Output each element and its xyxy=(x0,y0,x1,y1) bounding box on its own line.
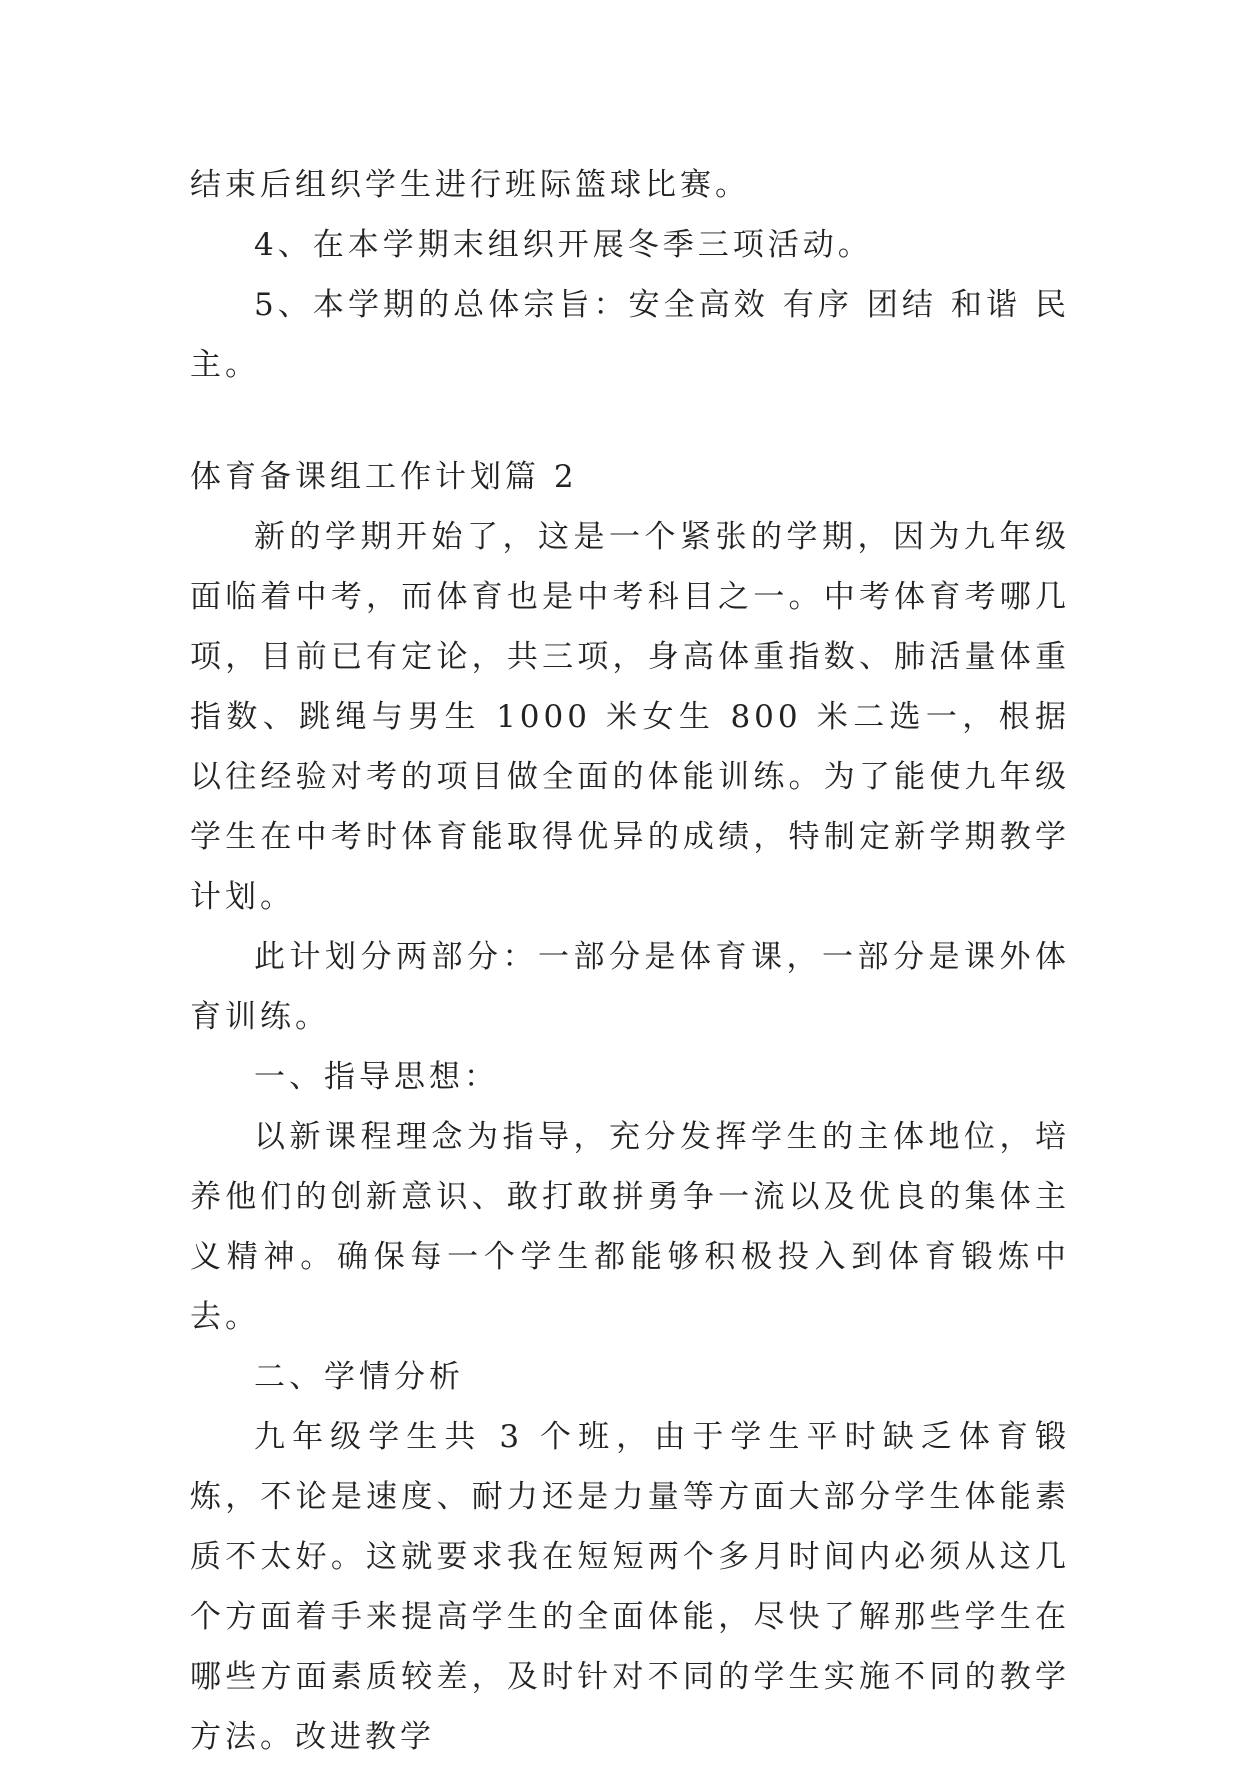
list-item-4: 4、在本学期末组织开展冬季三项活动。 xyxy=(254,227,873,263)
heading-guiding-ideology: 一、指导思想： xyxy=(254,1059,499,1095)
paragraph-intro: 新的学期开始了，这是一个紧张的学期，因为九年级面临着中考，而体育也是中考科目之一。中考体育考哪几项，目前已有定论，共三项，身高体重指数、肺活量体重指数、跳绳与男生 1000 米女生 800 米二选一，根据以往经验对考的项目做全面的体能训练。为了能使九年级学生在中考时体育能取得优异的成绩，特制定新学期教学计划。 xyxy=(190,519,1070,915)
list-item-5: 5、本学期的总体宗旨：安全高效 有序 团结 和谐 民主。 xyxy=(190,287,1070,383)
continued-paragraph: 结束后组织学生进行班际篮球比赛。 xyxy=(190,167,750,203)
heading-student-analysis: 二、学情分析 xyxy=(254,1359,464,1395)
document-body xyxy=(190,155,1070,1767)
paragraph-student-analysis: 九年级学生共 3 个班，由于学生平时缺乏体育锻炼，不论是速度、耐力还是力量等方面大部分学生体能素质不太好。这就要求我在短短两个多月时间内必须从这几个方面着手来提高学生的全面体能，尽快了解那些学生在哪些方面素质较差，及时针对不同的学生实施不同的教学方法。改进教学 xyxy=(190,1419,1070,1755)
section-title: 体育备课组工作计划篇 2 xyxy=(190,459,578,495)
paragraph-guiding-ideology: 以新课程理念为指导，充分发挥学生的主体地位，培养他们的创新意识、敢打敢拼勇争一流以及优良的集体主义精神。确保每一个学生都能够积极投入到体育锻炼中去。 xyxy=(190,1119,1070,1335)
paragraph-plan-parts: 此计划分两部分：一部分是体育课，一部分是课外体育训练。 xyxy=(190,939,1070,1035)
section-spacer xyxy=(190,395,1070,447)
